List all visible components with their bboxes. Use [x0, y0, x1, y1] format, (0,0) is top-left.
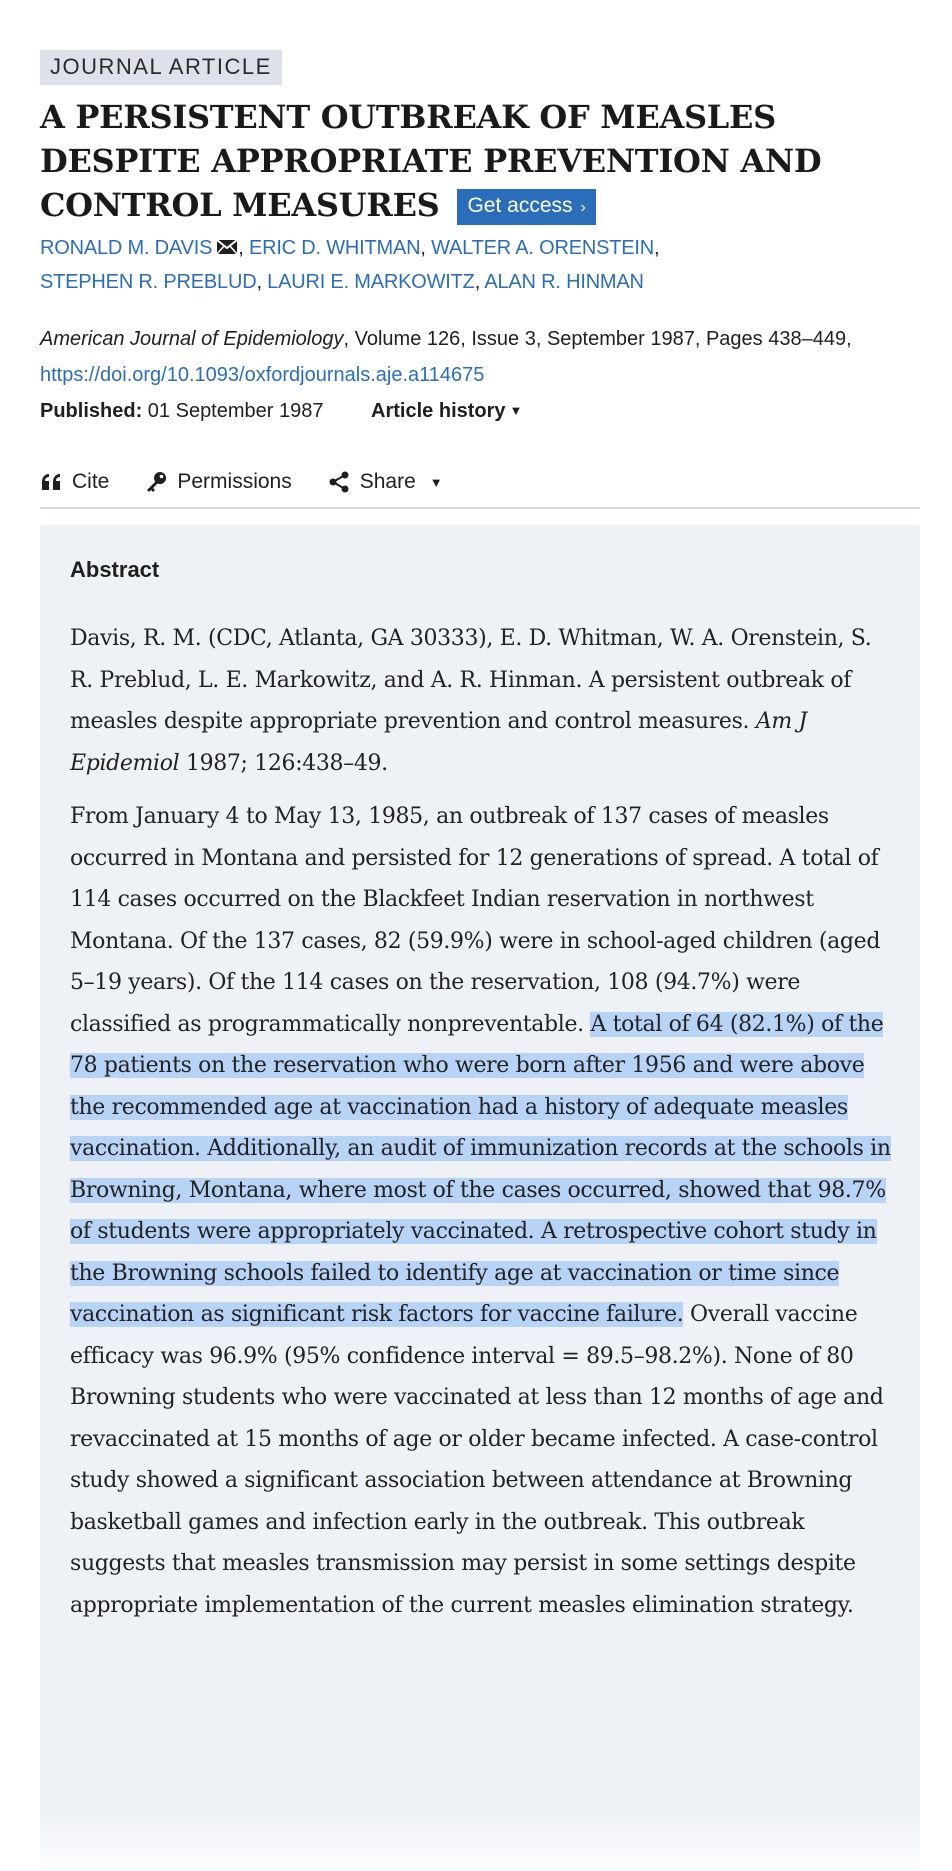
- author-link[interactable]: LAURI E. MARKOWITZ: [267, 271, 475, 293]
- abstract-body: [70, 796, 900, 1626]
- article-toolbar: [40, 457, 920, 509]
- author-link[interactable]: ALAN R. HINMAN: [484, 271, 644, 293]
- share-button[interactable]: [328, 470, 443, 494]
- key-icon: [145, 471, 167, 493]
- chevron-right-icon: ›: [580, 199, 586, 216]
- citation-line: [40, 321, 920, 393]
- get-access-button[interactable]: [457, 189, 595, 225]
- article-title-text: A PERSISTENT OUTBREAK OF MEASLES DESPITE APPROPRIATE PREVENTION AND CONTROL MEASURES: [40, 98, 822, 224]
- author-link[interactable]: STEPHEN R. PREBLUD: [40, 271, 257, 293]
- share-label: Share: [359, 470, 416, 493]
- abstract-body-start: From January 4 to May 13, 1985, an outbreak of 137 cases of measles occurred in Montana and persisted for 12 generations of spread. A total of 114 cases occurred on the Blackfeet Indian reservation in northwest Montana. Of the 137 cases, 82 (59.9%) were in school-aged children (aged 5–19 years). Of the 114 cases on the reservation, 108 (94.7%) were classified as programmatically nonpreventable.: [70, 804, 881, 1037]
- article-header: [40, 50, 920, 509]
- abstract-section: [40, 525, 920, 1871]
- article-history-label: Article history: [371, 400, 506, 422]
- caret-down-icon: ▼: [509, 403, 523, 418]
- cite-button[interactable]: [40, 470, 109, 494]
- article-history-toggle[interactable]: [371, 400, 522, 422]
- published-label: Published:: [40, 400, 143, 422]
- article-title: [40, 95, 920, 227]
- email-icon[interactable]: [216, 239, 238, 255]
- abstract-ref-journal: Am J Epidemiol: [70, 709, 807, 776]
- article-type-tag: JOURNAL ARTICLE: [40, 50, 282, 85]
- bottom-fade: [0, 1811, 952, 1871]
- abstract-reference: [70, 618, 900, 784]
- abstract-heading: Abstract: [70, 557, 160, 582]
- published-date: 01 September 1987: [147, 400, 324, 422]
- permissions-button[interactable]: [145, 470, 291, 494]
- abstract-ref-text: Davis, R. M. (CDC, Atlanta, GA 30333), E. D. Whitman, W. A. Orenstein, S. R. Preblud, L. E. Markowitz, and A. R. Hinman. A persistent outbreak of measles despite appropriate prevention and control measures.: [70, 626, 872, 734]
- journal-name: American Journal of Epidemiology: [40, 328, 344, 350]
- caret-down-icon: ▼: [429, 474, 443, 490]
- highlighted-text-selection[interactable]: A total of 64 (82.1%) of the 78 patients on the reservation who were born after 1956 and were above the recommended age at vaccination had a history of adequate measles vaccination. Additionally, an audit of immunization records at the schools in Browning, Montana, where most of the cases occurred, showed that 98.7% of students were appropriately vaccinated. A retrospective cohort study in the Browning schools failed to identify age at vaccination or time since vaccination as significant risk factors for vaccine failure.: [70, 1011, 891, 1327]
- cite-label: Cite: [72, 470, 110, 493]
- author-link[interactable]: ERIC D. WHITMAN: [248, 237, 421, 259]
- doi-link[interactable]: https://doi.org/10.1093/oxfordjournals.aje.a114675: [40, 364, 485, 386]
- permissions-label: Permissions: [177, 470, 292, 493]
- author-link[interactable]: WALTER A. ORENSTEIN: [431, 237, 654, 259]
- share-icon: [328, 471, 350, 493]
- citation-details: , Volume 126, Issue 3, September 1987, Pages 438–449,: [343, 328, 852, 350]
- quote-icon: [40, 473, 62, 491]
- abstract-body-end: Overall vaccine efficacy was 96.9% (95% confidence interval = 89.5–98.2%). None of 80 Browning students who were vaccinated at less than 12 months of age and revaccinated at 15 months of age or older became infected. A case-control study showed a significant association between attendance at Browning basketball games and infection early in the outbreak. This outbreak suggests that measles transmission may persist in some settings despite appropriate implementation of the current measles elimination strategy.: [70, 1302, 884, 1618]
- author-link[interactable]: RONALD M. DAVIS: [40, 237, 213, 259]
- get-access-label: Get access: [467, 194, 573, 217]
- abstract-ref-volume: 1987; 126:438–49.: [179, 750, 388, 776]
- publication-info: [40, 393, 920, 429]
- abstract-text: [70, 618, 900, 1638]
- author-list: RONALD M. DAVIS , ERIC D. WHITMAN, WALTER A. ORENSTEIN, STEPHEN R. PREBLUD, LAURI E. MARKOWITZ, ALAN R. HINMAN: [40, 237, 660, 293]
